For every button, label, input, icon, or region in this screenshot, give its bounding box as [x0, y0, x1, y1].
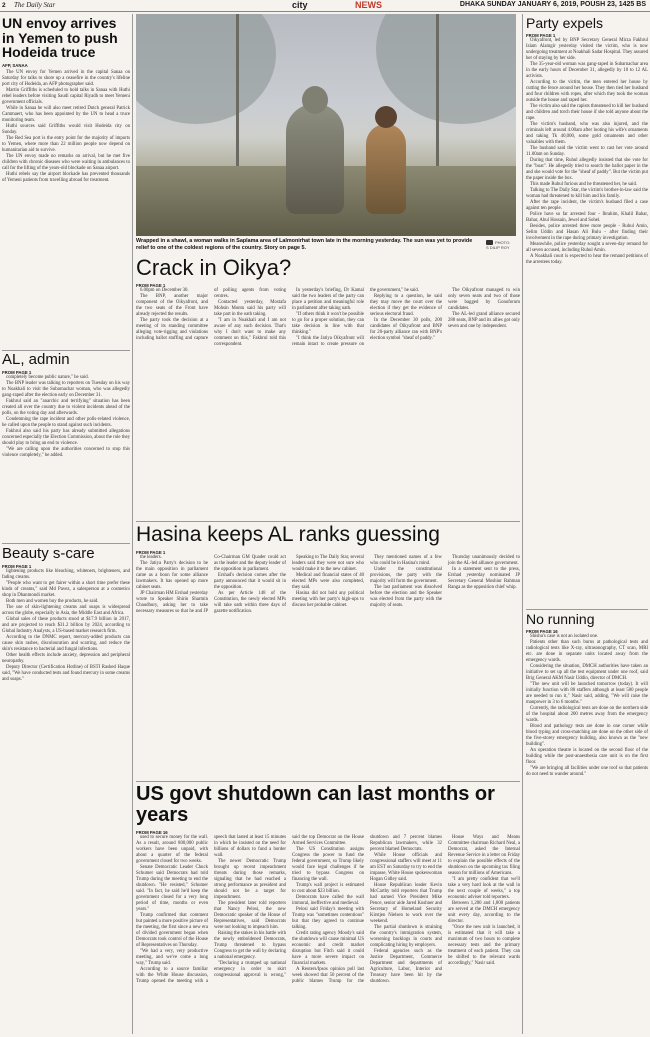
no-running-byline: FROM PAGE 16 [526, 628, 558, 634]
paragraph: House Republican leader Kevin McCarthy told reporters that Trump had named Vice President Mike Pence, senior aide Jared Kushner and Secretary of Homeland Security Kirstjen Nielsen to work over the weekend. [370, 883, 442, 924]
oikya-article [136, 256, 520, 520]
paragraph: Democrats have called the wall immoral, ineffective and medieval. [292, 895, 364, 906]
paragraph: Huthi sources said Griffiths would visit Hodeida city on Sunday. [2, 124, 130, 136]
paragraph: The partial shutdown is straining the country's immigration system, worsening backlogs in courts and complicating hiring by employers. [370, 925, 442, 948]
paragraph: Global sales of these products stood at $17.9 billion in 2017, and are projected to reach $31.2 billion by 2024, according to Global Industry Analysts, a US-based market research firm. [2, 616, 130, 634]
paragraph: Considering the situation, DMCH authorities have taken an initiative to set up all the test equipment under one roof, said Brig General AKM Nasir Uddin, director of DMCH. [526, 663, 648, 681]
paragraph: The UN envoy made no remarks on arrival, but he met five children with chronic diseases who were waiting in ambulances to call for the lifting of the years-old blockade on Sanaa airport. [2, 154, 130, 172]
photo-tree [376, 14, 516, 124]
paragraph: Contacted yesterday, Mostafa Mohsin Montu said his party will take part in the oath taking. [214, 300, 286, 318]
paragraph: House Ways and Means Committee chairman Richard Neal, a Democrat, asked the Internal Revenue Service in a letter on Friday to explain the possible effects of the shutdown on the upcoming tax filing season for millions of Americans. [448, 835, 520, 876]
paragraph: completely become public nature," he said. [6, 374, 89, 380]
us-shutdown-headline: US govt shutdown can last months or years [136, 784, 495, 826]
paragraph: "I am pretty confident that we'll take a very hard look at the wall in the next couple of weeks," a top economic adviser told reporters. [448, 877, 520, 900]
paragraph: Replying to a question, he said they may move the court over the election if they get the evidence of serious electoral fraud. [370, 294, 442, 318]
hasina-byline: FROM PAGE 1 [136, 550, 166, 556]
hasina-headline: Hasina keeps AL ranks guessing [136, 524, 440, 546]
paragraph: JP Chairman HM Ershad yesterday wrote to Speaker Shirin Sharmin Chaudhury, asking her to take necessary measures so that he and JP Co-Chairman GM Quader could act as the leader and the deputy leader of the opposition in parliament. [136, 555, 286, 615]
paragraph: Medical and financial states of 40 elected MPs were also completed, they said. [292, 573, 364, 591]
paragraph: The Red Sea port is the entry point for the majority of imports to Yemen, where more than 22 million people now depend on humanitarian aid to survive. [2, 136, 130, 154]
paragraph: The husband said the victim went to cast her vote around 11.00am on Sunday. [526, 145, 648, 157]
paragraph: Currently, the radiological tests are done on the northern side of the hospital about 200 metres away from the emergency wards. [526, 705, 648, 723]
paragraph: Fakhrul also said his party has already submitted allegations concerned especially the Election Commission, about the role they should play to bring an end to violence. [2, 428, 130, 446]
photo-tree [136, 14, 276, 124]
paragraph: The use of skin-lightening creams and soaps is widespread across the globe, especially in Asia, the Middle East and Africa. [2, 604, 130, 616]
us-shutdown-article [136, 784, 520, 1034]
paragraph: Meanwhile, police yesterday sought a seven-day remand for all seven accused, including Ruhul Amin. [526, 241, 648, 253]
paragraph: According to the victim, the men entered her house by cutting the fence around her house. They then tied her husband and four children with ropes, after which they took the woman outside the house and raped her. [526, 79, 648, 103]
paragraph: Ershad's decision comes after the party announced that it would sit in the opposition. [214, 573, 286, 591]
paragraph: The AL-led grand alliance secured 288 seats, BNP and its allies got only seven and one by independent. [448, 312, 520, 330]
oikya-headline: Crack in Oikya? [136, 256, 292, 280]
photo-credit [486, 240, 510, 250]
masthead-logo: The Daily Star [14, 1, 56, 9]
paragraph: Deputy Director (Certification Hotline) of BSTI Rashed Haque said, "We have conducted tests and found mercury in some creams and soaps." [2, 664, 130, 682]
paragraph: The president later told reporters that Nancy Pelosi, the new Democratic speaker of the House of Representatives, said Democrats were not looking to impeach him. [214, 901, 286, 930]
column-divider [132, 14, 133, 1034]
al-admin-body [2, 375, 130, 459]
paragraph: "Once the new unit is launched, it is estimated that it will take a maximum of two hours to complete necessary tests and the primary treatment of each patient. They can be shifted to the relevant wards accordingly," Nasir said. [448, 925, 520, 966]
paragraph: "We had a very, very productive meeting, and we've come a long way," Trump said. [136, 949, 208, 966]
paragraph: The Oikyafront managed to win only seven seats and two of those were bagged by Gonoforum candidates. [448, 288, 520, 312]
paragraph: used to secure money for the wall. As a result, around 800,000 public workers have been unpaid, with about a quarter of the federal government closed for two weeks. [136, 835, 208, 864]
paragraph: Both men and women buy the products, he said. [6, 598, 99, 604]
paragraph: Blood and pathology tests are done in one corner while blood typing and cross-matching are done on the other side of the five-storey emergency building, also known as the "new building". [526, 723, 648, 747]
paragraph: According to the DNMC report, mercury-added products can cause skin rashes, discolouration and scarring, and reduce the skin's resistance to bacterial and fungal infections. [2, 634, 130, 652]
paragraph: "The new unit will be launched tomorrow (today). It will initially function with 80 staffers although at least 500 people are needed to run it," Nasir said, adding, "We will raise the manpower in 3 to 6 months." [526, 681, 648, 705]
paragraph: Raising the stakes in his battle with the newly emboldened Democrats, Trump threatened to bypass Congress to get the wall by declaring a national emergency. [214, 931, 286, 960]
al-admin-headline: AL, admin [2, 352, 70, 368]
paragraph: Senate Democratic Leader Chuck Schumer said Democrats had told Trump during the meeting to end the shutdown. "He resisted," Schumer said. "In fact, he said he'd keep the government closed for a very long period of time, months or even years." [136, 865, 208, 912]
beauty-article [2, 546, 130, 1034]
paragraph: lightening products like bleaching, whiteners, brighteners, and fading creams. [2, 568, 130, 580]
paragraph: "Declaring a trumped up national emergency in order to skirt congressional approval is wrong," said the top Democrat on the House Armed Services Committee. [214, 835, 364, 978]
paragraph: Martin Griffiths is scheduled to hold talks in Sanaa with Huthi rebel leaders before visiting Saudi capital Riyadh to meet Yemeni government officials. [2, 88, 130, 106]
yemen-headline: UN envoy arrives in Yemen to push Hodeida truce [2, 16, 118, 61]
photo-woman-head [302, 86, 328, 114]
section-label-news: NEWS [355, 0, 382, 10]
us-shutdown-byline: FROM PAGE 16 [136, 830, 168, 835]
paragraph: 6.00pm on December 30. [140, 288, 189, 294]
paragraph: Hasina did not hold any political meeting with her party's high-ups to discuss her probable cabinet. [292, 591, 364, 609]
paragraph: Trump confirmed that comment but painted a more positive picture of the meeting, the first since a new era of divided government began when Democrats took control of the House of Representatives on Thursday. [136, 913, 208, 948]
hasina-article [136, 524, 520, 780]
no-running-article [526, 612, 648, 1034]
no-running-body [526, 634, 648, 778]
al-admin-article [2, 352, 130, 542]
party-expels-body [526, 38, 648, 266]
paragraph: According to a source familiar with the White House discussion, Trump opened the meeting with a speech that lasted at least 15 minutes in which he insisted on the need for billions of dollars to fund a border wall. [136, 835, 286, 984]
paragraph: Condemning the rape incident and other polls-related violence, he called upon the people to stand against such incidents. [2, 416, 130, 428]
column-divider [522, 14, 523, 1034]
paragraph: Police have so far arrested four - Ibrahim, Khalil Bahar, Bahar, Abul Hossain, Jewel and Sohel. [526, 211, 648, 223]
paragraph: This made Ruhul furious and he threatened her, he said. [530, 181, 638, 187]
yemen-body [2, 70, 130, 184]
paragraph: As per Article 148 of the Constitution, the newly elected MPs will take oath within three days of gazette notification. [214, 591, 286, 615]
paragraph: "I am in Noakhali and I am not aware of any such decision. That's why I don't want to make any comment on this," Fakhrul told this correspondent. [214, 318, 286, 348]
photo-credit-label: PHOTO: [495, 240, 511, 245]
party-expels-article [526, 16, 648, 608]
paragraph: A Noakhali court is expected to hear the remand petitions of the arrestees today. [526, 253, 648, 265]
photo-caption: Wrapped in a shawl, a woman walks in Saplama area of Lalmonirhat town late in the morning yesterday. The sun was yet to provide relief to one of the coldest regions of the country. Story on page 5. [136, 238, 473, 251]
paragraph: "People who want to get fairer within a short time prefer these kinds of creams," said Md Pavez, a salesperson at a cosmetics shop in Dhanmondi market. [2, 580, 130, 598]
photo-child [366, 124, 406, 214]
news-photo [136, 14, 516, 236]
paragraph: The US Constitution assigns Congress the power to fund the federal government, so Trump likely would face legal challenges if he tried to bypass Congress on financing the wall. [292, 847, 364, 882]
photo-child-head [375, 106, 397, 128]
paragraph: Pelosi said Friday's meeting with Trump was "sometimes contentious" but that they agreed to continue talking. [292, 907, 364, 930]
paragraph: the leaders. [140, 555, 162, 561]
paragraph: The BNP, another major component of the Oikyafront, and the two seats of the Front have already rejected the results. [136, 294, 208, 318]
oikya-body [136, 288, 520, 514]
paragraph: The UN envoy for Yemen arrived in the capital Sanaa on Saturday for talks to shore up a ceasefire in the country's lifeline port city of Hodeida, an AFP photographer said. [2, 70, 130, 88]
paragraph: Besides, police arrested three more people - Ruhul Amin, Selim Uddin and Hasan Ali Bulu - after finding their involvement in the rape during primary investigation. [526, 223, 648, 241]
paragraph: The last parliament was dissolved before the election and the Speaker was elected from the party with the majority of seats. [370, 585, 442, 609]
paragraph: The BNP leader was talking to reporters on Tuesday on his way to Noakhali to visit the Subarnachar woman, who was allegedly gang-raped after the election early on December 31. [2, 380, 130, 398]
paragraph: During that time, Ruhul allegedly insisted that she vote for the "boat". He allegedly tried to search the ballot paper in the and she would vote for the "sheaf of paddy". But the victim put the paper inside the box. [526, 157, 648, 181]
paragraph: Shishu's case is not an isolated one. [530, 633, 599, 639]
paragraph: Fakhrul said an "anarchic and terrifying" situation has been created all over the country due to violent incidents ahead of the polls, on the voting day and afterwards. [2, 398, 130, 416]
al-admin-byline: FROM PAGE 1 [2, 369, 32, 375]
paragraph: The victim also said the rapists threatened to kill her husband and children and torch their house if she told anyone about the rape. [526, 103, 648, 121]
party-expels-headline: Party expels [526, 16, 604, 31]
paragraph: In yesterday's briefing, Dr Kamal said the two leaders of the party can place a petition and meaningful role in parliament after taking oath. [292, 288, 364, 312]
paragraph: While in Sanaa he will also meet retired Dutch general Patrick Cammaert, who has been appointed by the UN to head a truce monitoring team. [2, 106, 130, 124]
paragraph: After the rape incident, the victim's husband filed a case against ten people. [526, 199, 648, 211]
section-label-city: city [292, 0, 308, 10]
no-running-headline: No running [526, 612, 595, 627]
paragraph: Speaking to The Daily Star, several leaders said they were not sure who would make it to the new cabinet. [292, 555, 364, 573]
column-divider [526, 609, 648, 610]
paragraph: Talking to The Daily Star, the victim's brother-in-law said the woman had threatened to kill him and his family. [526, 187, 648, 199]
paragraph: In the December 30 polls, 200 candidates of Oikyafront and BNP for 20-party alliance ran with BNP's election symbol "sheaf of paddy." [370, 318, 442, 342]
issue-dateline: DHAKA SUNDAY JANUARY 6, 2019, POUSH 23, 1425 BS [459, 1, 646, 8]
page-number: 2 [2, 2, 6, 9]
paragraph: "We are bringing all facilities under one roof so that patients do not need to wander around." [526, 765, 648, 777]
beauty-byline: FROM PAGE 1 [2, 563, 32, 569]
paragraph: A Reuters/Ipsos opinion poll last week showed that 50 percent of the public blames Trump for the shutdown and 7 percent blames Republican lawmakers, while 32 percent blamed Democrats. [292, 835, 442, 984]
paragraph: Trump's wall project is estimated to cost about $23 billion. [292, 883, 364, 894]
paragraph: In a statement sent to the press, Ershad yesterday nominated JP Secretary General Moshiur Rahman Ranga as the opposition chief whip. [448, 567, 520, 591]
party-expels-byline: FROM PAGE 1 [526, 32, 556, 38]
yemen-source: AFP, SANAA [2, 63, 28, 69]
page-header [0, 0, 650, 12]
paragraph: "We are calling upon the authorities concerned to stop this violence completely," he added. [2, 446, 130, 458]
paragraph: While House officials and congressional staffers will meet at 11 am EST on Saturday to try to end the impasse, White House spokeswoman Hogan Gidley said. [370, 853, 442, 882]
paragraph: Between 1,200 and 1,800 patients are served at the DMCH emergency unit every day, according to the director. [448, 901, 520, 924]
oikya-byline: FROM PAGE 1 [136, 283, 166, 289]
paragraph: Credit rating agency Moody's said the shutdown will cause minimal US economic and credit market disruption but Fitch said it could have a more severe impact on financial markets. [292, 931, 364, 966]
column-divider [2, 543, 130, 544]
paragraph: The victim's husband, who was also injured, and the criminals left around 4.00am after looting his wife's ornaments and taking Tk 40,000, some gold ornaments and other valuables with them. [526, 121, 648, 145]
paragraph: Huthi rebels say the airport blockade has prevented thousands of Yemeni patients from travelling abroad for treatment. [2, 172, 130, 184]
paragraph: Other health effects include anxiety, depression and peripheral neuropathy. [2, 652, 130, 664]
paragraph: Federal agencies such as the Justice Department, Commerce Department and departments of Agriculture, Labor, Interior and Treasury have been hit by the shutdown. [370, 949, 442, 984]
photo-woman [286, 104, 344, 214]
paragraph: The newer Democratic Trump brought up recent impeachment threats during those remarks, signaling that he had reached a strong performance as president and should not be a target for impeachment. [214, 859, 286, 900]
paragraph: An operation theatre is located on the second floor of the building while the post-anaesthesia care unit is on the first floor. [526, 747, 648, 765]
paragraph: "I think the Jatiya Oikyafront will remain intact to create pressure on the government," he said. [292, 288, 419, 348]
paragraph: Under the constitutional provisions, the party with the majority will form the government. [370, 567, 442, 585]
beauty-body [2, 569, 130, 683]
yemen-article [2, 16, 130, 351]
column-divider [2, 350, 130, 351]
photo-credit-name: S DILIP ROY [486, 245, 510, 251]
paragraph: They mentioned names of a few who could be in Hasina's mind. [370, 555, 442, 567]
column-divider [136, 781, 520, 782]
paragraph: Thursday unanimously decided to join the AL-led alliance government. [448, 555, 520, 567]
paragraph: The party took the decision at a meeting of its standing committee alleging vote-rigging and violations including ballot stuffing and capture of polling agents from voting centres. [136, 288, 286, 342]
paragraph: Patients other than such burns at pathological tests and radiological tests like X-ray, ultrasonography, CT scan, MRI etc. are done in separate units located away from the emergency wards. [526, 639, 648, 663]
paragraph: "If others think it won't be possible to go for a proper solution, they can take decision in line with that thinking." [292, 312, 364, 336]
beauty-headline: Beauty s-care [2, 546, 95, 562]
paragraph: The 35-year-old woman was gang-raped in Subarnachar area in the early hours of December 31, allegedly by 10 to 12 AL activists. [526, 61, 648, 79]
column-divider [136, 521, 520, 522]
paragraph: The Jatiya Party's decision to be the main opposition in parliament came as a boon for some alliance lawmakers. It has opened up more cabinet seats. [136, 561, 208, 591]
us-shutdown-body [136, 835, 520, 1034]
hasina-body [136, 555, 520, 775]
paragraph: Oikyafront, led by BNP Secretary General Mirza Fakhrul Islam Alamgir yesterday visited the victim, who is now undergoing treatment at Noakhali Sadar Hospital. They assured her of staying by her side. [526, 37, 648, 61]
